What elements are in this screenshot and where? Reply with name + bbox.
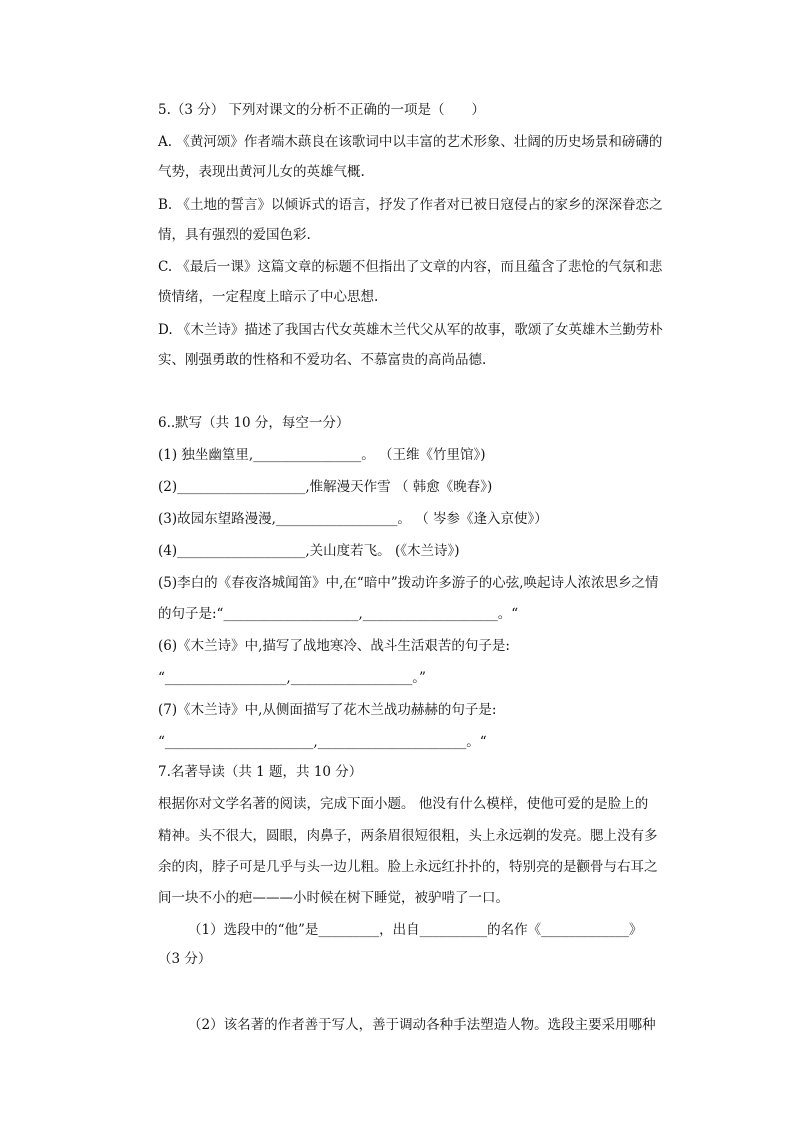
q7-subquestion-2: （2）该名著的作者善于写人，善于调动各种手法塑造人物。选段主要采用哪种 [188,1017,656,1033]
q6-item-5-line2: 的句子是:“____________________,____________________。“ [158,606,519,622]
q6-item-6-line1: (6)《木兰诗》中,描写了战地寒冷、战斗生活艰苦的句子是: [158,638,510,654]
q7-passage-line2: 精神。头不很大，圆眼，肉鼻子，两条眉很短很粗，头上永远剃的发亮。腮上没有多 [158,828,658,844]
q5-option-b-line1: B. 《土地的誓言》以倾诉式的语言，抒发了作者对已被日寇侵占的家乡的深深眷恋之 [158,197,663,213]
q6-item-1: (1) 独坐幽篁里,________________。 （王维《竹里馆》) [158,447,486,463]
q5-option-d-line1: D. 《木兰诗》描述了我国古代女英雄木兰代父从军的故事，歌颂了女英雄木兰勤劳朴 [158,322,663,338]
q6-title: 6..默写（共 10 分，每空一分） [158,415,350,431]
q6-item-2: (2)___________________,惟解漫天作雪 （ 韩愈《晚春》) [158,479,493,495]
q7-passage-line4: 间一块不小的疤———小时候在树下睡觉，被驴啃了一口。 [158,890,509,906]
q5-option-a-line1: A. 《黄河颂》作者端木蕻良在该歌词中以丰富的艺术形象、壮阔的历史场景和磅礴的 [158,134,663,150]
q6-item-3: (3)故园东望路漫漫,__________________。 （ 岑参《逢入京使》） [158,511,548,527]
q5-option-c-line1: C. 《最后一课》这篇文章的标题不但指出了文章的内容，而且蕴含了悲怆的气氛和悲 [158,259,663,275]
q7-subquestion-1: （1）选段中的“他”是_________，出自__________的名作《_____________》 [188,922,643,938]
q7-title: 7.名著导读（共 1 题，共 10 分） [158,764,363,780]
q6-item-7-line2: “______________________,______________________。“ [158,734,487,750]
q5-option-a-line2: 气势，表现出黄河儿女的英雄气概. [158,164,365,180]
q5-option-b-line2: 情，具有强烈的爱国色彩. [158,227,311,243]
q5-option-d-line2: 实、刚强勇敢的性格和不爱功名、不慕富贵的高尚品德. [158,352,487,368]
q7-passage-line3: 余的肉，脖子可是几乎与头一边儿粗。脸上永远红扑扑的，特别亮的是颧骨与右耳之 [158,859,658,875]
q6-item-6-line2: “__________________,__________________。” [158,670,426,686]
q7-subquestion-1-score: （3 分） [158,951,212,967]
q7-passage-line1: 根据你对文学名著的阅读，完成下面小题。 他没有什么模样，使他可爱的是脸上的 [158,796,649,812]
q6-item-7-line1: (7)《木兰诗》中,从侧面描写了花木兰战功赫赫的句子是: [158,702,497,718]
q5-stem: 5.（3 分） 下列对课文的分析不正确的一项是（ ） [158,102,486,118]
q6-item-5-line1: (5)李白的《春夜洛城闻笛》中,在“暗中”拨动许多游子的心弦,唤起诗人浓浓思乡之情 [158,575,659,591]
q5-option-c-line2: 愤情绪，一定程度上暗示了中心思想. [158,289,379,305]
q6-item-4: (4)___________________,关山度若飞。 (《木兰诗》) [158,543,460,559]
